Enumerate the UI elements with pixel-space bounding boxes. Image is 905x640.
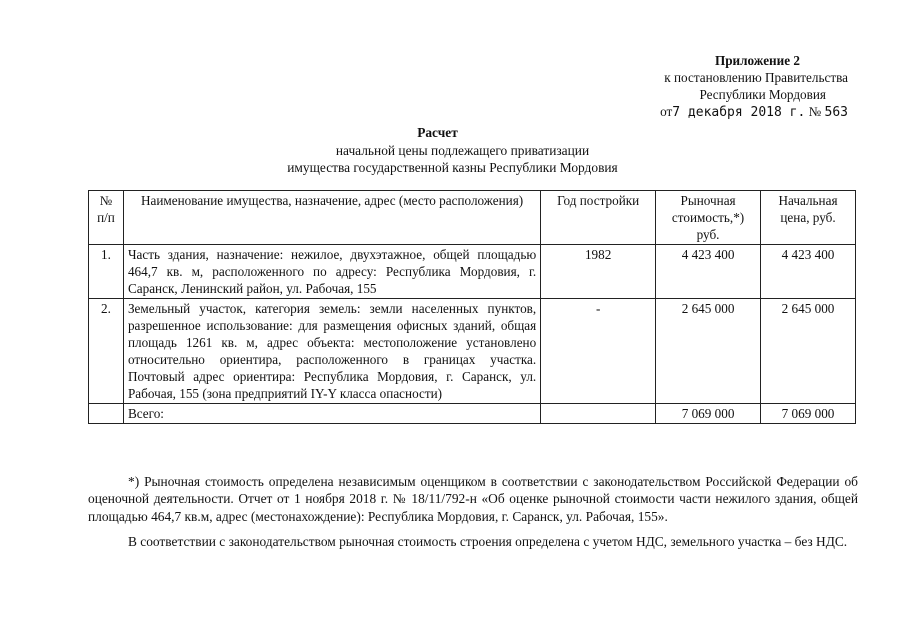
total-market-value: 7 069 000 [656, 404, 761, 424]
appendix-line-2: Республики Мордовия [699, 87, 826, 102]
property-table [88, 190, 856, 424]
appendix-block [660, 52, 848, 121]
header-market-value: Рыночная стоимость,*) руб. [656, 191, 761, 245]
total-year-empty [541, 404, 656, 424]
row-num: 2. [89, 299, 124, 404]
document-title: Расчет [417, 125, 458, 140]
row-name: Часть здания, назначение: нежилое, двухэтажное, общей площадью 464,7 кв. м, расположенного по адресу: Республика Мордовия, г. Саранск, Ленинский район, ул. Рабочая, 155 [123, 245, 540, 299]
table-total-row [89, 404, 856, 424]
appendix-date-line [660, 103, 848, 121]
header-initial-price: Начальная цена, руб. [761, 191, 856, 245]
appendix-title: Приложение 2 [714, 53, 800, 68]
total-num-empty [89, 404, 124, 424]
document-subtitle-1: начальной цены подлежащего приватизации [335, 142, 590, 158]
total-initial-price: 7 069 000 [761, 404, 856, 424]
header-name: Наименование имущества, назначение, адрес (место расположения) [123, 191, 540, 245]
date-prefix: от [660, 104, 673, 119]
total-label: Всего: [123, 404, 540, 424]
date-value: 7 декабря 2018 г. [672, 105, 806, 120]
document-heading [0, 124, 905, 177]
header-num: № п/п [89, 191, 124, 245]
row-year: - [541, 299, 656, 404]
document-subtitle-2: имущества государственной казны Республики Мордовия [287, 160, 618, 175]
vat-paragraph: В соответствии с законодательством рыночная стоимость строения определена с учетом НДС, земельного участка – без НДС. [128, 534, 848, 550]
row-year: 1982 [541, 245, 656, 299]
header-year: Год постройки [541, 191, 656, 245]
row-initial-price: 2 645 000 [761, 299, 856, 404]
table-row [89, 245, 856, 299]
number-value: 563 [824, 105, 848, 120]
table-row [89, 299, 856, 404]
appendix-line-1: к постановлению Правительства [664, 70, 848, 85]
row-market-value: 4 423 400 [656, 245, 761, 299]
number-prefix: № [808, 104, 822, 119]
row-name: Земельный участок, категория земель: земли населенных пунктов, разрешенное использование: для размещения офисных зданий, общая площадь 1261 кв. м, адрес объекта: местоположение установлено относительно ориентира, расположенного в границах участка. Почтовый адрес ориентира: Республика Мордовия, г. Саранск, ул. Рабочая, 155 (зона предприятий IY-Y класса опасности) [123, 299, 540, 404]
row-market-value: 2 645 000 [656, 299, 761, 404]
row-initial-price: 4 423 400 [761, 245, 856, 299]
row-num: 1. [89, 245, 124, 299]
table-header-row [89, 191, 856, 245]
notes-block [88, 473, 858, 551]
footnote-paragraph: *) Рыночная стоимость определена независимым оценщиком в соответствии с законодательством Российской Федерации об оценочной деятельности. Отчет от 1 ноября 2018 г. № 18/11/792-н «Об оценке рыночной стоимости части нежилого здания, общей площадью 464,7 кв.м, адрес (местонахождение): Республика Мордовия, г. Саранск, ул. Рабочая, 155». [88, 474, 858, 524]
